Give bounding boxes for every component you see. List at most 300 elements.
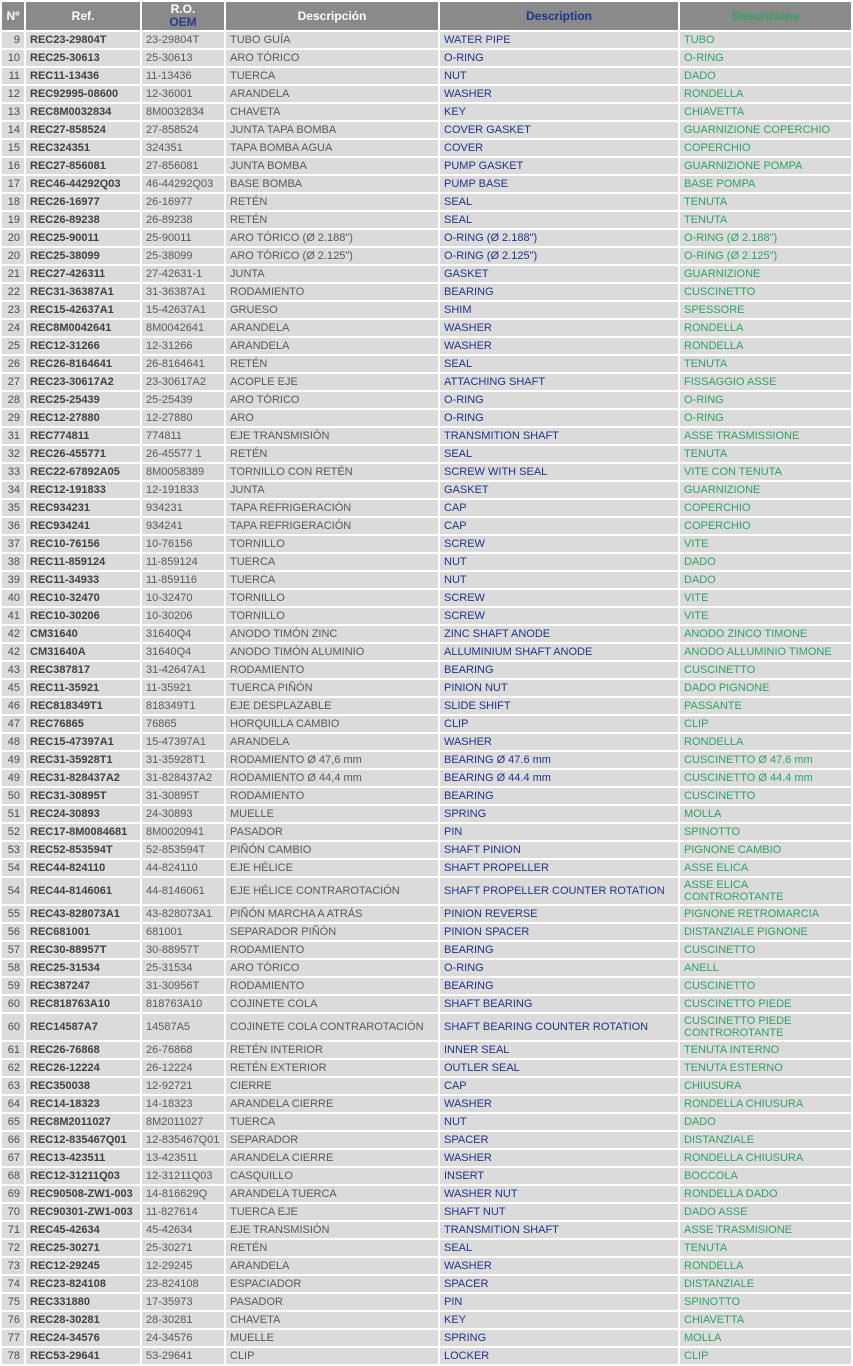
table-row xyxy=(2,662,851,678)
cell-es: ACOPLE EJE xyxy=(226,374,438,390)
cell-no: 54 xyxy=(2,860,24,876)
cell-it: PASSANTE xyxy=(680,698,851,714)
cell-it: CHIAVETTA xyxy=(680,104,851,120)
table-row xyxy=(2,1150,851,1166)
cell-ref: REC11-35921 xyxy=(26,680,140,696)
cell-it: O-RING xyxy=(680,50,851,66)
cell-es: TUERCA PIÑÓN xyxy=(226,680,438,696)
cell-no: 75 xyxy=(2,1294,24,1310)
cell-ref: REC350038 xyxy=(26,1078,140,1094)
cell-oem: 31-30956T xyxy=(142,978,224,994)
table-row xyxy=(2,680,851,696)
cell-es: MUELLE xyxy=(226,1330,438,1346)
cell-it: ASSE ELICA CONTROROTANTE xyxy=(680,878,851,904)
cell-oem: 25-38099 xyxy=(142,248,224,264)
cell-no: 50 xyxy=(2,788,24,804)
cell-oem: 23-30617A2 xyxy=(142,374,224,390)
cell-oem: 10-76156 xyxy=(142,536,224,552)
cell-no: 22 xyxy=(2,284,24,300)
cell-es: TAPA REFRIGERACIÓN xyxy=(226,500,438,516)
table-row xyxy=(2,1096,851,1112)
table-row xyxy=(2,734,851,750)
cell-en: BEARING xyxy=(440,942,678,958)
cell-en: WASHER xyxy=(440,1258,678,1274)
cell-no: 71 xyxy=(2,1222,24,1238)
cell-ref: REC324351 xyxy=(26,140,140,156)
cell-it: CUSCINETTO PIEDE CONTROROTANTE xyxy=(680,1014,851,1040)
cell-ref: REC31-828437A2 xyxy=(26,770,140,786)
cell-no: 27 xyxy=(2,374,24,390)
cell-en: NUT xyxy=(440,572,678,588)
cell-oem: 12-835467Q01 xyxy=(142,1132,224,1148)
cell-en: SEAL xyxy=(440,194,678,210)
cell-en: SHAFT NUT xyxy=(440,1204,678,1220)
cell-ref: REC11-859124 xyxy=(26,554,140,570)
cell-es: ARANDELA xyxy=(226,86,438,102)
cell-it: CUSCINETTO xyxy=(680,978,851,994)
cell-it: PIGNONE CAMBIO xyxy=(680,842,851,858)
cell-it: CUSCINETTO PIEDE xyxy=(680,996,851,1012)
table-row xyxy=(2,248,851,264)
cell-it: TENUTA INTERNO xyxy=(680,1042,851,1058)
cell-en: WATER PIPE xyxy=(440,32,678,48)
cell-no: 45 xyxy=(2,680,24,696)
cell-ref: REC31-36387A1 xyxy=(26,284,140,300)
cell-no: 40 xyxy=(2,590,24,606)
cell-oem: 25-30271 xyxy=(142,1240,224,1256)
cell-it: CUSCINETTO xyxy=(680,788,851,804)
cell-es: RODAMIENTO xyxy=(226,284,438,300)
cell-ref: REC12-835467Q01 xyxy=(26,1132,140,1148)
cell-ref: REC15-42637A1 xyxy=(26,302,140,318)
cell-en: COVER GASKET xyxy=(440,122,678,138)
cell-en: SHAFT BEARING xyxy=(440,996,678,1012)
cell-es: ARANDELA xyxy=(226,338,438,354)
table-row xyxy=(2,140,851,156)
table-row xyxy=(2,942,851,958)
cell-no: 65 xyxy=(2,1114,24,1130)
cell-it: CHIUSURA xyxy=(680,1078,851,1094)
table-row xyxy=(2,176,851,192)
cell-en: INSERT xyxy=(440,1168,678,1184)
cell-es: TUERCA xyxy=(226,68,438,84)
cell-no: 70 xyxy=(2,1204,24,1220)
cell-en: CLIP xyxy=(440,716,678,732)
cell-ref: REC10-76156 xyxy=(26,536,140,552)
cell-oem: 31-828437A2 xyxy=(142,770,224,786)
cell-ref: REC25-38099 xyxy=(26,248,140,264)
cell-es: ESPACIADOR xyxy=(226,1276,438,1292)
cell-es: ARO TÓRICO xyxy=(226,392,438,408)
cell-no: 12 xyxy=(2,86,24,102)
cell-it: DADO xyxy=(680,1114,851,1130)
header-descrizione: Descrizione xyxy=(680,2,851,30)
table-row xyxy=(2,878,851,904)
cell-oem: 17-35973 xyxy=(142,1294,224,1310)
cell-ref: REC8M0032834 xyxy=(26,104,140,120)
cell-it: COPERCHIO xyxy=(680,500,851,516)
cell-it: DADO xyxy=(680,68,851,84)
cell-en: PUMP BASE xyxy=(440,176,678,192)
cell-en: INNER SEAL xyxy=(440,1042,678,1058)
cell-en: NUT xyxy=(440,554,678,570)
cell-es: PASADOR xyxy=(226,1294,438,1310)
cell-ref: REC14587A7 xyxy=(26,1014,140,1040)
cell-es: TORNILLO xyxy=(226,608,438,624)
cell-en: SCREW WITH SEAL xyxy=(440,464,678,480)
cell-it: SPESSORE xyxy=(680,302,851,318)
cell-en: PINION SPACER xyxy=(440,924,678,940)
table-row xyxy=(2,1168,851,1184)
cell-no: 55 xyxy=(2,906,24,922)
cell-es: ARO TÓRICO (Ø 2.188") xyxy=(226,230,438,246)
cell-en: O-RING xyxy=(440,960,678,976)
cell-ref: REC30-88957T xyxy=(26,942,140,958)
cell-es: SEPARADOR PIÑÓN xyxy=(226,924,438,940)
header-oem-line1: R.O. xyxy=(170,2,196,16)
cell-it: TENUTA xyxy=(680,446,851,462)
cell-es: TUERCA xyxy=(226,572,438,588)
cell-ref: REC934231 xyxy=(26,500,140,516)
cell-es: TUERCA xyxy=(226,1114,438,1130)
table-row xyxy=(2,86,851,102)
cell-oem: 43-828073A1 xyxy=(142,906,224,922)
cell-no: 36 xyxy=(2,518,24,534)
table-row xyxy=(2,572,851,588)
cell-it: CUSCINETTO xyxy=(680,662,851,678)
cell-it: MOLLA xyxy=(680,806,851,822)
cell-no: 17 xyxy=(2,176,24,192)
cell-en: WASHER xyxy=(440,1096,678,1112)
cell-no: 18 xyxy=(2,194,24,210)
cell-ref: CM31640 xyxy=(26,626,140,642)
cell-es: ARO TÓRICO (Ø 2.125") xyxy=(226,248,438,264)
cell-oem: 53-29641 xyxy=(142,1348,224,1364)
cell-ref: REC26-76868 xyxy=(26,1042,140,1058)
cell-es: ARANDELA CIERRE xyxy=(226,1096,438,1112)
cell-no: 43 xyxy=(2,662,24,678)
cell-oem: 27-856081 xyxy=(142,158,224,174)
cell-it: DADO PIGNONE xyxy=(680,680,851,696)
cell-es: RODAMIENTO Ø 47,6 mm xyxy=(226,752,438,768)
cell-ref: REC26-8164641 xyxy=(26,356,140,372)
cell-ref: REC31-35928T1 xyxy=(26,752,140,768)
cell-it: COPERCHIO xyxy=(680,140,851,156)
cell-no: 35 xyxy=(2,500,24,516)
cell-en: KEY xyxy=(440,1312,678,1328)
cell-oem: 76865 xyxy=(142,716,224,732)
cell-en: PIN xyxy=(440,1294,678,1310)
cell-en: OUTLER SEAL xyxy=(440,1060,678,1076)
cell-es: RETÉN INTERIOR xyxy=(226,1042,438,1058)
cell-it: TENUTA xyxy=(680,212,851,228)
cell-es: ARANDELA xyxy=(226,1258,438,1274)
cell-es: PIÑÓN MARCHA A ATRÁS xyxy=(226,906,438,922)
table-row xyxy=(2,104,851,120)
cell-it: TENUTA xyxy=(680,194,851,210)
table-row xyxy=(2,482,851,498)
cell-ref: REC23-29804T xyxy=(26,32,140,48)
cell-oem: 25-30613 xyxy=(142,50,224,66)
cell-es: TORNILLO xyxy=(226,536,438,552)
cell-it: VITE CON TENUTA xyxy=(680,464,851,480)
cell-es: RETÉN xyxy=(226,212,438,228)
cell-oem: 14-816629Q xyxy=(142,1186,224,1202)
cell-ref: REC12-31211Q03 xyxy=(26,1168,140,1184)
cell-it: DISTANZIALE xyxy=(680,1276,851,1292)
table-header-row xyxy=(2,2,851,30)
cell-es: TUERCA xyxy=(226,554,438,570)
cell-oem: 12-27880 xyxy=(142,410,224,426)
cell-it: SPINOTTO xyxy=(680,1294,851,1310)
cell-it: O-RING xyxy=(680,392,851,408)
cell-en: GASKET xyxy=(440,266,678,282)
cell-en: CAP xyxy=(440,518,678,534)
cell-oem: 11-859124 xyxy=(142,554,224,570)
cell-oem: 25-90011 xyxy=(142,230,224,246)
cell-no: 20 xyxy=(2,230,24,246)
cell-es: RETÉN xyxy=(226,194,438,210)
cell-ref: REC46-44292Q03 xyxy=(26,176,140,192)
cell-oem: 934241 xyxy=(142,518,224,534)
cell-en: NUT xyxy=(440,1114,678,1130)
cell-it: CLIP xyxy=(680,716,851,732)
cell-en: PUMP GASKET xyxy=(440,158,678,174)
cell-en: SHAFT PINION xyxy=(440,842,678,858)
cell-ref: REC25-30613 xyxy=(26,50,140,66)
cell-no: 16 xyxy=(2,158,24,174)
table-row xyxy=(2,1042,851,1058)
cell-es: TAPA BOMBA AGUA xyxy=(226,140,438,156)
cell-en: WASHER xyxy=(440,1150,678,1166)
cell-oem: 8M0032834 xyxy=(142,104,224,120)
cell-en: SPACER xyxy=(440,1132,678,1148)
cell-it: ANODO ALLUMINIO TIMONE xyxy=(680,644,851,660)
cell-oem: 27-858524 xyxy=(142,122,224,138)
cell-oem: 25-25439 xyxy=(142,392,224,408)
cell-no: 28 xyxy=(2,392,24,408)
cell-oem: 27-42631-1 xyxy=(142,266,224,282)
cell-en: CAP xyxy=(440,500,678,516)
cell-it: GUARNIZIONE COPERCHIO xyxy=(680,122,851,138)
cell-ref: REC8M0042641 xyxy=(26,320,140,336)
cell-it: O-RING (Ø 2.125") xyxy=(680,248,851,264)
cell-en: LOCKER xyxy=(440,1348,678,1364)
cell-es: PASADOR xyxy=(226,824,438,840)
cell-oem: 8M0020941 xyxy=(142,824,224,840)
table-row xyxy=(2,842,851,858)
cell-it: DISTANZIALE PIGNONE xyxy=(680,924,851,940)
cell-it: ASSE TRASMISIONE xyxy=(680,1222,851,1238)
cell-oem: 774811 xyxy=(142,428,224,444)
cell-es: PIÑÓN CAMBIO xyxy=(226,842,438,858)
cell-ref: REC92995-08600 xyxy=(26,86,140,102)
table-row xyxy=(2,1258,851,1274)
cell-en: SHAFT PROPELLER xyxy=(440,860,678,876)
cell-it: GUARNIZIONE xyxy=(680,266,851,282)
cell-en: ZINC SHAFT ANODE xyxy=(440,626,678,642)
cell-no: 37 xyxy=(2,536,24,552)
header-descripcion: Descripción xyxy=(226,2,438,30)
cell-ref: REC774811 xyxy=(26,428,140,444)
cell-ref: REC53-29641 xyxy=(26,1348,140,1364)
cell-no: 57 xyxy=(2,942,24,958)
cell-oem: 12-31266 xyxy=(142,338,224,354)
cell-oem: 26-8164641 xyxy=(142,356,224,372)
cell-no: 11 xyxy=(2,68,24,84)
cell-es: EJE TRANSMISIÓN xyxy=(226,1222,438,1238)
cell-en: SEAL xyxy=(440,1240,678,1256)
cell-oem: 23-29804T xyxy=(142,32,224,48)
table-row xyxy=(2,590,851,606)
cell-en: GASKET xyxy=(440,482,678,498)
cell-en: PIN xyxy=(440,824,678,840)
cell-it: TUBO xyxy=(680,32,851,48)
cell-no: 74 xyxy=(2,1276,24,1292)
cell-es: EJE TRANSMISIÓN xyxy=(226,428,438,444)
table-row xyxy=(2,698,851,714)
cell-it: VITE xyxy=(680,590,851,606)
cell-ref: REC681001 xyxy=(26,924,140,940)
table-row xyxy=(2,194,851,210)
cell-no: 42 xyxy=(2,644,24,660)
cell-it: RONDELLA xyxy=(680,320,851,336)
cell-en: O-RING (Ø 2.125") xyxy=(440,248,678,264)
cell-no: 58 xyxy=(2,960,24,976)
cell-oem: 26-89238 xyxy=(142,212,224,228)
cell-oem: 11-13436 xyxy=(142,68,224,84)
cell-en: SLIDE SHIFT xyxy=(440,698,678,714)
cell-it: TENUTA xyxy=(680,356,851,372)
cell-en: ATTACHING SHAFT xyxy=(440,374,678,390)
cell-en: BEARING Ø 47.6 mm xyxy=(440,752,678,768)
cell-es: RETÉN xyxy=(226,1240,438,1256)
cell-ref: REC12-29245 xyxy=(26,1258,140,1274)
table-row xyxy=(2,428,851,444)
cell-ref: REC52-853594T xyxy=(26,842,140,858)
cell-no: 26 xyxy=(2,356,24,372)
cell-oem: 31-35928T1 xyxy=(142,752,224,768)
cell-it: RONDELLA xyxy=(680,734,851,750)
table-row xyxy=(2,716,851,732)
cell-ref: REC90508-ZW1-003 xyxy=(26,1186,140,1202)
cell-es: ANODO TIMÓN ALUMINIO xyxy=(226,644,438,660)
cell-it: GUARNIZIONE POMPA xyxy=(680,158,851,174)
cell-es: JUNTA xyxy=(226,482,438,498)
cell-oem: 44-824110 xyxy=(142,860,224,876)
cell-ref: REC11-34933 xyxy=(26,572,140,588)
cell-oem: 818763A10 xyxy=(142,996,224,1012)
table-row xyxy=(2,996,851,1012)
cell-en: ALLUMINIUM SHAFT ANODE xyxy=(440,644,678,660)
cell-it: O-RING xyxy=(680,410,851,426)
table-row xyxy=(2,230,851,246)
cell-en: SEAL xyxy=(440,356,678,372)
cell-oem: 31-30895T xyxy=(142,788,224,804)
cell-es: CASQUILLO xyxy=(226,1168,438,1184)
cell-oem: 26-12224 xyxy=(142,1060,224,1076)
table-row xyxy=(2,1330,851,1346)
cell-it: TENUTA ESTERNO xyxy=(680,1060,851,1076)
cell-no: 46 xyxy=(2,698,24,714)
cell-ref: REC24-34576 xyxy=(26,1330,140,1346)
cell-en: BEARING xyxy=(440,978,678,994)
cell-no: 21 xyxy=(2,266,24,282)
cell-no: 54 xyxy=(2,878,24,904)
parts-table-body xyxy=(2,32,851,1364)
cell-it: CUSCINETTO xyxy=(680,942,851,958)
cell-it: RONDELLA CHIUSURA xyxy=(680,1096,851,1112)
cell-no: 49 xyxy=(2,752,24,768)
cell-es: RETÉN xyxy=(226,356,438,372)
cell-oem: 23-824108 xyxy=(142,1276,224,1292)
cell-ref: REC14-18323 xyxy=(26,1096,140,1112)
table-row xyxy=(2,1060,851,1076)
cell-ref: REC12-191833 xyxy=(26,482,140,498)
cell-no: 25 xyxy=(2,338,24,354)
cell-ref: REC25-90011 xyxy=(26,230,140,246)
cell-ref: REC43-828073A1 xyxy=(26,906,140,922)
cell-oem: 324351 xyxy=(142,140,224,156)
cell-es: TUBO GUÍA xyxy=(226,32,438,48)
cell-ref: REC12-27880 xyxy=(26,410,140,426)
cell-ref: REC26-455771 xyxy=(26,446,140,462)
table-row xyxy=(2,1132,851,1148)
cell-es: BASE BOMBA xyxy=(226,176,438,192)
cell-es: ARANDELA CIERRE xyxy=(226,1150,438,1166)
cell-no: 62 xyxy=(2,1060,24,1076)
cell-oem: 8M0058389 xyxy=(142,464,224,480)
cell-oem: 44-8146061 xyxy=(142,878,224,904)
cell-es: ARANDELA TUERCA xyxy=(226,1186,438,1202)
cell-en: BEARING xyxy=(440,284,678,300)
cell-it: CHIAVETTA xyxy=(680,1312,851,1328)
table-row xyxy=(2,824,851,840)
cell-en: SPACER xyxy=(440,1276,678,1292)
cell-ref: REC25-25439 xyxy=(26,392,140,408)
cell-ref: REC10-30206 xyxy=(26,608,140,624)
cell-no: 49 xyxy=(2,770,24,786)
cell-it: CUSCINETTO Ø 47.6 mm xyxy=(680,752,851,768)
cell-es: SEPARADOR xyxy=(226,1132,438,1148)
cell-en: O-RING xyxy=(440,392,678,408)
cell-oem: 10-30206 xyxy=(142,608,224,624)
cell-es: COJINETE COLA CONTRAROTACIÓN xyxy=(226,1014,438,1040)
cell-no: 19 xyxy=(2,212,24,228)
cell-es: JUNTA xyxy=(226,266,438,282)
cell-oem: 12-29245 xyxy=(142,1258,224,1274)
cell-es: ARANDELA xyxy=(226,734,438,750)
cell-oem: 934231 xyxy=(142,500,224,516)
cell-es: RODAMIENTO xyxy=(226,788,438,804)
cell-oem: 31640Q4 xyxy=(142,626,224,642)
table-row xyxy=(2,860,851,876)
cell-it: RONDELLA xyxy=(680,338,851,354)
cell-ref: REC23-30617A2 xyxy=(26,374,140,390)
table-row xyxy=(2,1294,851,1310)
cell-it: PIGNONE RETROMARCIA xyxy=(680,906,851,922)
cell-it: BOCCOLA xyxy=(680,1168,851,1184)
table-row xyxy=(2,356,851,372)
cell-no: 32 xyxy=(2,446,24,462)
cell-ref: REC15-47397A1 xyxy=(26,734,140,750)
cell-en: CAP xyxy=(440,1078,678,1094)
cell-it: VITE xyxy=(680,536,851,552)
cell-ref: REC26-89238 xyxy=(26,212,140,228)
cell-ref: REC76865 xyxy=(26,716,140,732)
cell-es: ARO TÓRICO xyxy=(226,960,438,976)
cell-no: 66 xyxy=(2,1132,24,1148)
